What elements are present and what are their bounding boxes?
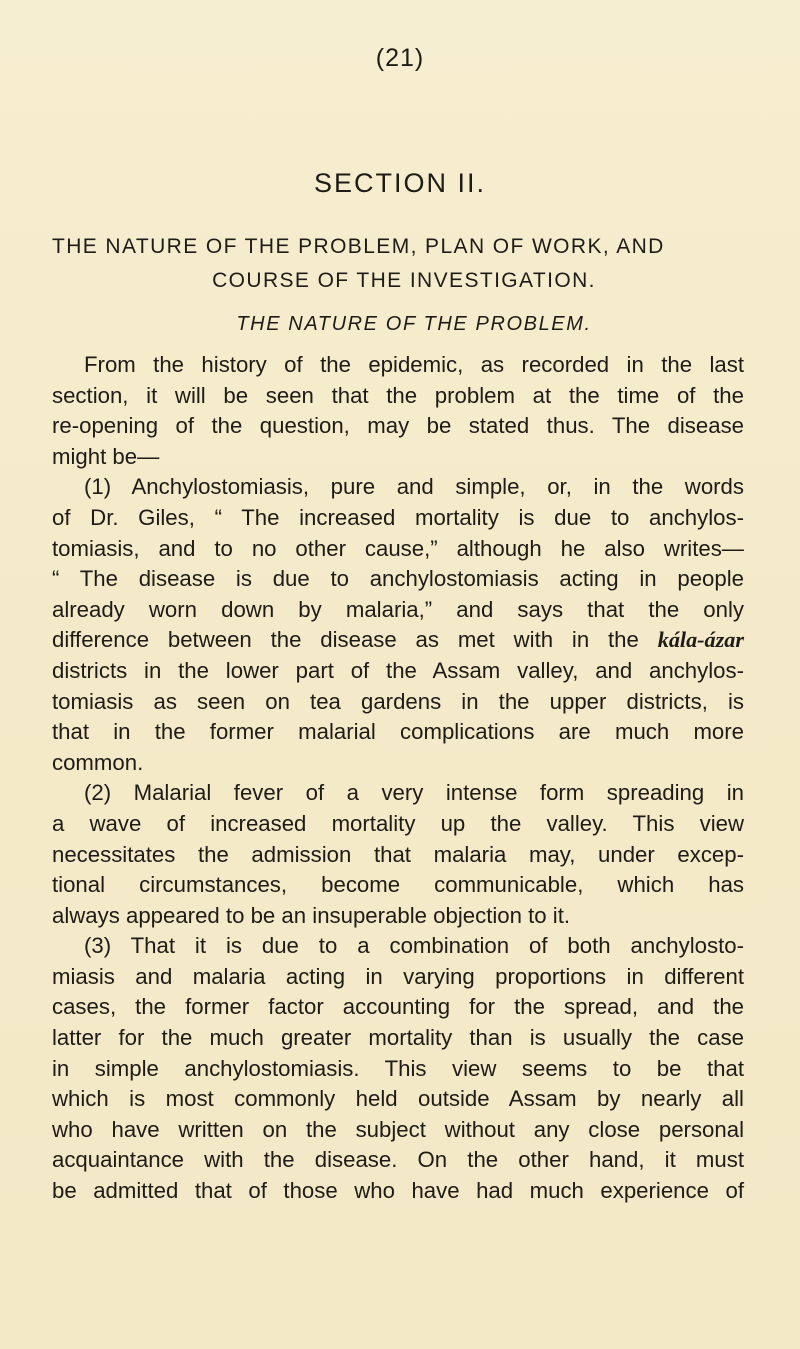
text-line: that in the former malarial complications are much more	[52, 719, 744, 745]
text-line: districts in the lower part of the Assam valley, and anchylos-	[52, 657, 744, 683]
text-line: cases, the former factor accounting for the spread, and the	[52, 994, 744, 1020]
text-line: latter for the much greater mortality than is usually the case	[52, 1025, 744, 1051]
text-line: of Dr. Giles, “ The increased mortality is due to anchylos-	[52, 504, 744, 530]
text-line: common.	[52, 749, 144, 775]
text-line: necessitates the admission that malaria may, under excep-	[52, 841, 744, 867]
text-line: tomiasis, and to no other cause,” although he also writes—	[52, 535, 744, 561]
text-line: which is most commonly held outside Assam by nearly all	[52, 1086, 744, 1112]
chapter-title-line-2: COURSE OF THE INVESTIGATION.	[212, 269, 596, 292]
body-text	[52, 350, 744, 1207]
text-line: tomiasis as seen on tea gardens in the upper districts, is	[52, 688, 744, 714]
text-line-with-italic	[52, 625, 744, 656]
text-line: tional circumstances, become communicable, which has	[52, 872, 744, 898]
text-line: From the history of the epidemic, as recorded in the last	[84, 352, 744, 377]
text-line: be admitted that of those who have had much experience of	[52, 1178, 744, 1204]
subsection-title: THE NATURE OF THE PROBLEM.	[236, 313, 592, 335]
text-line: a wave of increased mortality up the valley. This view	[52, 810, 744, 836]
text-line: “ The disease is due to anchylostomiasis acting in people	[52, 566, 744, 592]
section-heading: SECTION II.	[313, 168, 487, 198]
text-line: might be—	[52, 443, 160, 469]
text-line: re-opening of the question, may be stated thus. The disease	[52, 413, 744, 439]
text-line: (3) That it is due to a combination of both anchylosto-	[84, 933, 744, 959]
text-line: (2) Malarial fever of a very intense form spreading in	[84, 780, 744, 806]
chapter-title-line-1: THE NATURE OF THE PROBLEM, PLAN OF WORK, AND	[52, 235, 665, 258]
text-segment: difference between the disease as met with in the	[52, 627, 639, 653]
text-line: section, it will be seen that the problem at the time of the	[52, 382, 744, 408]
text-line: in simple anchylostomiasis. This view seems to be that	[52, 1055, 744, 1081]
text-line: already worn down by malaria,” and says that the only	[52, 596, 744, 622]
italic-term: kála-ázar	[657, 627, 745, 653]
text-line: acquaintance with the disease. On the other hand, it must	[52, 1147, 744, 1173]
chapter-title	[52, 230, 752, 298]
page-number: (21)	[375, 44, 425, 72]
text-line: (1) Anchylostomiasis, pure and simple, or, in the words	[84, 474, 744, 500]
text-line: always appeared to be an insuperable objection to it.	[52, 902, 571, 928]
text-line: miasis and malaria acting in varying proportions in different	[52, 963, 744, 989]
text-line: who have written on the subject without any close personal	[52, 1116, 744, 1142]
